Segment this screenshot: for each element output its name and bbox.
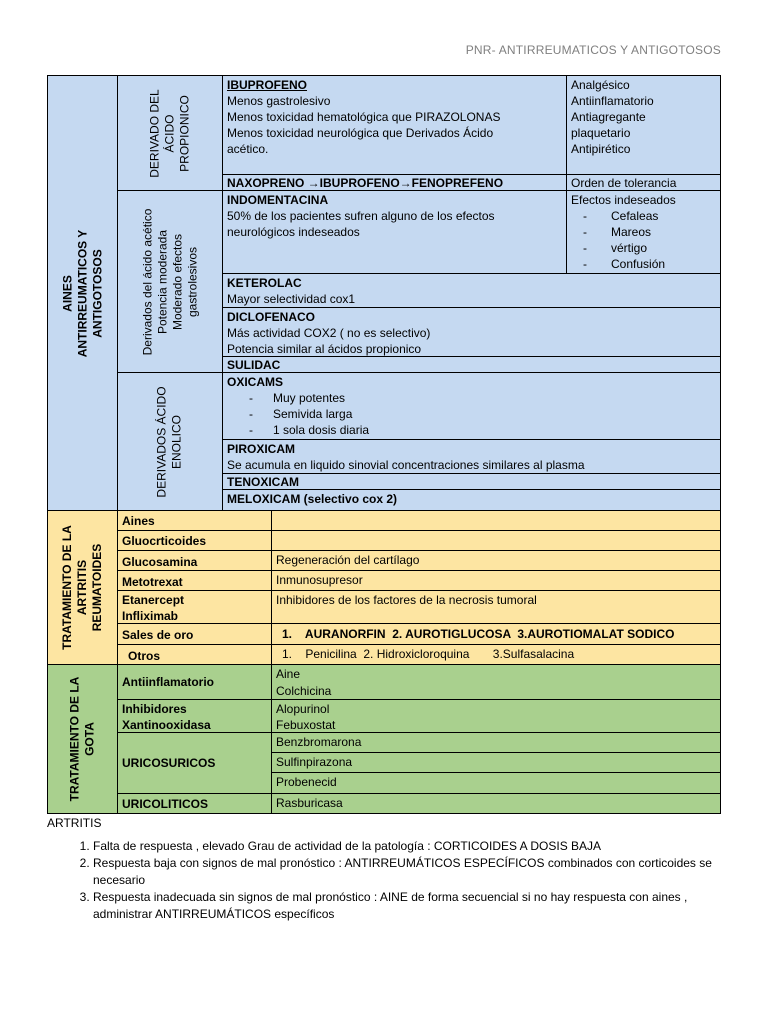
- gota-desc-cell: Rasburicasa: [271, 793, 721, 814]
- acetico-label-line3: Moderado efectos: [170, 233, 184, 330]
- gota-desc-cell: Benzbromarona: [271, 732, 721, 753]
- notes-item: 3. Respuesta inadecuada sin signos de mal pronóstico : AINE de forma secuencial si no hay respuesta con aines , administrar ANTIRREUMÁTICOS específicos: [93, 889, 727, 923]
- oxicams-item: - 1 sola dosis diaria: [249, 422, 716, 438]
- side-effect-item: - vértigo: [571, 240, 716, 256]
- ibuprofeno-line: Menos gastrolesivo: [227, 94, 331, 108]
- gota-desc-cell: [271, 699, 721, 733]
- artritis-drug-line: Etanercept: [122, 593, 185, 607]
- indometacina-cell: [222, 190, 567, 274]
- diclofenaco-line: Potencia similar al ácidos propionico: [227, 342, 422, 356]
- piroxicam-cell: [222, 439, 721, 474]
- gota-inhibidores-line: Inhibidores: [122, 702, 187, 716]
- effect-item: plaquetario: [571, 126, 631, 140]
- acetico-label: [117, 190, 223, 373]
- gota-item: Colchicina: [276, 684, 332, 698]
- gota-drug-cell: URICOLITICOS: [117, 793, 272, 814]
- effect-item: Antiinflamatorio: [571, 94, 654, 108]
- artritis-section-label: [47, 510, 118, 665]
- ketorolac-title: KETEROLAC: [227, 276, 302, 290]
- notes-list: [47, 838, 727, 923]
- notes-item: 1. Falta de respuesta , elevado Grau de actividad de la patología : CORTICOIDES A DOSIS BAJA: [93, 838, 727, 855]
- ketorolac-text: Mayor selectividad cox1: [227, 292, 356, 306]
- artritis-desc-cell: Inmunosupresor: [271, 570, 721, 591]
- gota-antiinflamatorio: Antiinflamatorio: [122, 675, 214, 689]
- artritis-drug-cell: Aines: [117, 510, 272, 531]
- enolico-label: [117, 372, 223, 511]
- artritis-drug-line: Infliximab: [122, 609, 179, 623]
- oxicams-item: - Semivida larga: [249, 406, 716, 422]
- artritis-label-line3: REUMATOIDES: [90, 543, 105, 632]
- sulindac-cell: SULIDAC: [222, 356, 721, 373]
- diclofenaco-line: Más actividad COX2 ( no es selectivo): [227, 326, 431, 340]
- diclofenaco-cell: [222, 307, 721, 357]
- ibuprofeno-line: Menos toxicidad hematológica que PIRAZOLONAS: [227, 110, 501, 124]
- artritis-label-line2: ARTRITIS: [75, 559, 90, 616]
- ibuprofeno-line: acético.: [227, 142, 269, 156]
- propionico-label-line3: PROPIONICO: [177, 94, 192, 172]
- gota-section-label: [47, 664, 118, 814]
- side-effects-title: Efectos indeseados: [571, 193, 676, 207]
- tolerance-label-cell: Orden de tolerancia: [566, 174, 721, 191]
- gota-drug-cell: [117, 732, 272, 794]
- notes-item: 2. Respuesta baja con signos de mal pronóstico : ANTIRREUMÁTICOS ESPECÍFICOS combinados con corticoides se necesario: [93, 855, 727, 889]
- gota-item: Febuxostat: [276, 718, 336, 732]
- oxicams-cell: [222, 372, 721, 440]
- aines-section-label: [47, 75, 118, 511]
- artritis-drug-cell: Sales de oro: [117, 623, 272, 645]
- effect-item: Analgésico: [571, 78, 630, 92]
- enolico-label-line2: ENOLICO: [170, 414, 185, 469]
- gota-desc-cell: [271, 664, 721, 700]
- oxicams-title: OXICAMS: [227, 375, 284, 389]
- indometacina-line: 50% de los pacientes sufren alguno de los efectos: [227, 209, 495, 223]
- tenoxicam-cell: TENOXICAM: [222, 473, 721, 490]
- aines-label-line1: AINES: [60, 274, 74, 312]
- ibuprofeno-title: IBUPROFENO: [227, 78, 308, 92]
- effect-item: Antiagregante: [571, 110, 646, 124]
- indometacina-line: neurológicos indeseados: [227, 225, 360, 239]
- ibuprofeno-effects-cell: [566, 75, 721, 175]
- gota-item: Aine: [276, 667, 301, 681]
- artritis-drug-cell: Metotrexat: [117, 570, 272, 591]
- side-effect-item: - Cefaleas: [571, 208, 716, 224]
- indometacina-title: INDOMENTACINA: [227, 193, 329, 207]
- gota-drug-cell: [117, 664, 272, 700]
- artritis-desc-cell: [271, 530, 721, 551]
- artritis-desc-cell: [271, 510, 721, 531]
- gota-label-line2: GOTA: [82, 722, 97, 756]
- artritis-drug-cell: Otros: [117, 644, 272, 665]
- artritis-desc-cell: Inhibidores de los factores de la necrosis tumoral: [271, 590, 721, 624]
- artritis-drug-cell: Gluocrticoides: [117, 530, 272, 551]
- diclofenaco-title: DICLOFENACO: [227, 310, 315, 324]
- side-effect-item: - Confusión: [571, 256, 716, 272]
- gota-drug-cell: [117, 699, 272, 733]
- artritis-notes: [47, 815, 727, 923]
- artritis-desc-cell: Regeneración del cartílago: [271, 550, 721, 571]
- enolico-label-line1: DERIVADOS ÁCIDO: [155, 385, 170, 498]
- gota-uricosuricos: URICOSURICOS: [122, 756, 216, 770]
- artritis-drug-cell: Glucosamina: [117, 550, 272, 571]
- notes-title: ARTRITIS: [47, 816, 102, 830]
- meloxicam-cell: MELOXICAM (selectivo cox 2): [222, 489, 721, 511]
- piroxicam-title: PIROXICAM: [227, 442, 296, 456]
- acetico-label-line4: gastrolesivos: [185, 246, 199, 317]
- propionico-label-line2: ÁCIDO: [162, 114, 177, 153]
- gota-desc-cell: Sulfinpirazona: [271, 752, 721, 773]
- gota-item: Alopurinol: [276, 702, 330, 716]
- gota-desc-cell: Probenecid: [271, 772, 721, 794]
- ibuprofeno-line: Menos toxicidad neurológica que Derivados Ácido: [227, 126, 494, 140]
- aines-label-line3: ANTIGOTOSOS: [90, 248, 104, 338]
- ketorolac-cell: [222, 273, 721, 308]
- ibuprofeno-cell: [222, 75, 567, 175]
- propionico-label: [117, 75, 223, 191]
- page-header: PNR- ANTIRREUMATICOS Y ANTIGOTOSOS: [465, 43, 721, 57]
- piroxicam-text: Se acumula en liquido sinovial concentraciones similares al plasma: [227, 458, 585, 472]
- gota-inhibidores-line: Xantinooxidasa: [122, 718, 211, 732]
- acetico-label-line2: Potencia moderada: [155, 229, 169, 334]
- artritis-desc-cell: 1. Penicilina 2. Hidroxicloroquina 3.Sulfasalacina: [271, 644, 721, 665]
- side-effects-cell: [566, 190, 721, 274]
- artritis-label-line1: TRATAMIENTO DE LA: [60, 525, 75, 650]
- artritis-drug-cell: [117, 590, 272, 624]
- acetico-label-line1: Derivados del ácido acético: [140, 208, 154, 355]
- gota-label-line1: TRATAMIENTO DE LA: [67, 676, 82, 802]
- propionico-label-line1: DERIVADO DEL: [147, 88, 162, 178]
- artritis-desc-cell: 1. AURANORFIN 2. AUROTIGLUCOSA 3.AUROTIOMALAT SODICO: [271, 623, 721, 645]
- side-effect-item: - Mareos: [571, 224, 716, 240]
- oxicams-item: - Muy potentes: [249, 390, 716, 406]
- effect-item: Antipirético: [571, 142, 631, 156]
- tolerance-order-cell: NAXOPRENO →IBUPROFENO→FENOPREFENO: [222, 174, 567, 191]
- aines-label-line2: ANTIRREUMATICOS Y: [75, 229, 89, 357]
